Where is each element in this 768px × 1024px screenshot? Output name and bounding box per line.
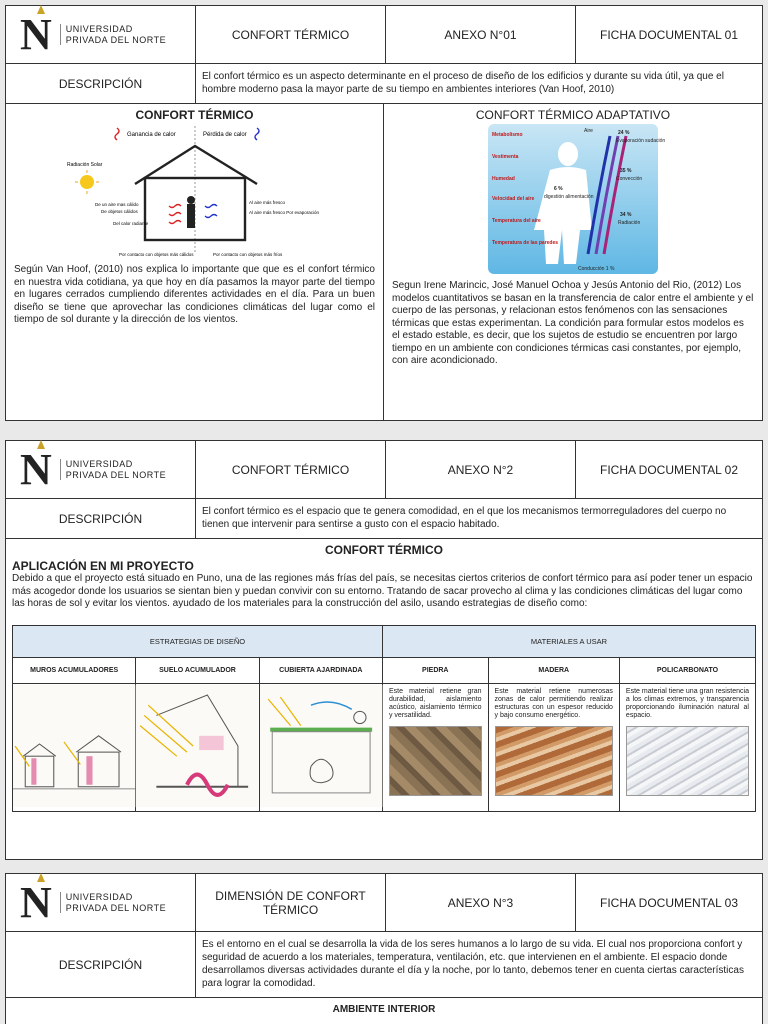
strategy-walls: MUROS ACUMULADORES [13,657,136,683]
adaptive-metabolism: Metabolismo [492,132,523,138]
description-label: DESCRIPCIÓN [6,64,196,103]
right-column [384,104,762,420]
label-evaporation: Al aire más fresco Por evaporación [248,210,319,215]
right-title: CONFORT TÉRMICO ADAPTATIVO [475,108,671,122]
sheet-header [6,6,762,64]
adaptive-air-temp: Temperatura del aire [492,218,541,224]
ficha-number: FICHA DOCUMENTAL 01 [599,27,739,42]
sheet-title: DIMENSIÓN DE CONFORT TÉRMICO [196,874,386,931]
logo-mark: N [20,444,52,494]
house-heat-diagram [65,124,325,264]
university-logo [6,441,196,498]
material-stone [382,683,488,811]
material-polycarbonate [619,683,755,811]
label-cool-air: Al aire más fresco [248,200,285,205]
ficha-documental-01 [5,5,763,421]
university-name-line2: PRIVADA DEL NORTE [65,34,167,45]
strategy-floor: SUELO ACUMULADOR [136,657,259,683]
adaptive-p6: 6 % [554,186,563,192]
label-warm-air: De un aire mas cálido [94,202,139,207]
description-text: El confort térmico es el espacio que te genera comodidad, en el que los mecanismos termorreguladores del cuerpo no tienen que intervenir para sentirse a gusto con el espacio habitado. [202,506,727,530]
section-title: AMBIENTE INTERIOR [332,1004,436,1015]
adaptive-p24: 24 % [618,130,630,136]
sketch-floor [136,683,259,811]
sun-icon [80,175,94,189]
adaptive-convection: Convección [616,176,643,182]
logo-mark: N [20,877,52,927]
material-polycarbonate-image [626,726,749,796]
sketch-walls [13,683,136,811]
label-radiant: Del calor radiante [112,221,148,226]
ficha-number: FICHA DOCUMENTAL 03 [599,895,739,910]
description-row [6,64,762,104]
university-logo [6,6,196,63]
application-section [6,539,762,816]
sheet-header [6,441,762,499]
adaptive-air: Aire [584,128,593,134]
sheet-title: CONFORT TÉRMICO [196,441,386,498]
strategies-header: ESTRATEGIAS DE DISEÑO [13,625,383,657]
university-name-line2: PRIVADA DEL NORTE [65,902,167,913]
adaptive-p35: 35 % [620,168,632,174]
adaptive-radiation: Radiación [618,220,641,226]
material-wood [488,683,619,811]
left-body: Según Van Hoof, (2010) nos explica lo importante que que es el confort térmico en nuestra vida cotidiana, ya que hoy en día pasamos la mayor parte del tiempo en lugares cerrados cumpliendo diferentes actividades en el día. Para un buen diseño se tiene que aprovechar las condiciones climáticas del lugar como el tiempo de sol durante y la dirección de los vientos. [14,264,375,325]
anexo-number: ANEXO N°01 [386,6,576,63]
description-text: Es el entorno en el cual se desarrolla la vida de los seres humanos a lo largo de su vida. El cual nos proporciona confort y seguridad de acuerdo a los materiales, temperatura, ventilación, etc. que intervienen en el ambiente. El espacio donde desarrollamos diversas actividades durante el día y la noche, por lo tanto, debemos tener en cuenta ciertas características para lograr la comodidad. [202,939,744,989]
material-stone-name: PIEDRA [382,657,488,683]
adaptive-conduction: Conducción 1 % [578,266,615,272]
anexo-number: ANEXO N°3 [386,874,576,931]
material-wood-name: MADERA [488,657,619,683]
label-warm-objects: De objetos cálidos [100,209,138,214]
description-label: DESCRIPCIÓN [6,499,196,538]
description-row [6,499,762,539]
material-polycarbonate-name: POLICARBONATO [619,657,755,683]
ficha-documental-03 [5,873,763,1024]
label-loss: Pérdida de calor [202,132,247,138]
university-name-line1: UNIVERSIDAD [65,24,133,35]
adaptive-p34: 34 % [620,212,632,218]
label-contact-warm: Por contacto con objetos más cálidos [118,252,194,257]
label-solar: Radiación Solar [66,162,102,168]
adaptive-clothing: Vestimenta [492,154,519,160]
content-columns [6,104,762,420]
university-name-line2: PRIVADA DEL NORTE [65,469,167,480]
person-icon [187,204,195,228]
strategies-table [12,625,756,812]
left-column [6,104,384,420]
label-gain: Ganancia de calor [126,132,176,138]
logo-mark: N [20,9,52,59]
description-row [6,932,762,998]
material-wood-image [495,726,613,796]
sketch-roof [259,683,382,811]
adaptive-wall-temp: Temperatura de las paredes [492,240,559,246]
anexo-number: ANEXO N°2 [386,441,576,498]
adaptive-humidity: Humedad [492,176,515,182]
university-name-line1: UNIVERSIDAD [65,459,133,470]
adaptive-comfort-diagram [488,124,666,274]
strategy-roof: CUBIERTA AJARDINADA [259,657,382,683]
materials-header: MATERIALES A USAR [382,625,755,657]
application-title: APLICACIÓN EN MI PROYECTO [12,559,194,573]
university-logo [6,874,196,931]
application-body: Debido a que el proyecto está situado en Puno, una de las regiones más frías del país, se necesitas ciertos criterios de confort térmico para así poder tener un espacio más acogedor donde los usuarios se sientan bien y puedan convivir con su entorno. Tratando de sacar provecho al clima y las condiciones climáticas del lugar como las horas de sol y evitar los vientos. ayudado de los materiales para la construcción del asilo, usando estrategias de diseño como: [12,573,753,609]
sheet-header [6,874,762,932]
right-body: Segun Irene Marincic, José Manuel Ochoa y Jesús Antonio del Rio, (2012) Los modelos cuantitativos se basan en la transferencia de calor entre el ambiente y el cuerpo de las personas, y relacionan estos fenómenos con las sensaciones térmicas que estas experimentan. La condición para formular estos modelos es el estado estable, es decir, que los sujetos de estudio se encuentren por largo tiempo en un ambiente con condiciones térmicas casi constantes, por ejemplo, con aire acondicionado. [392,280,754,366]
adaptive-evaporation: Evaporación sudación [616,138,666,144]
center-title: CONFORT TÉRMICO [325,543,443,557]
ficha-documental-02 [5,440,763,860]
description-label: DESCRIPCIÓN [6,932,196,997]
material-wood-text: Este material retiene numerosas zonas de calor permitiendo realizar estructuras con un espesor reducido y bajo consumo energético. [494,687,613,719]
ficha-number: FICHA DOCUMENTAL 02 [599,462,739,477]
material-polycarbonate-text: Este material tiene una gran resistencia a los climas extremos, y transparencia proporcionando iluminación natural al espacio. [625,687,749,719]
left-title: CONFORT TÉRMICO [135,108,254,122]
adaptive-air-speed: Velocidad del aire [492,196,535,202]
description-text: El confort térmico es un aspecto determinante en el proceso de diseño de los edificios y durante su vida útil, ya que el hombre moderno pasa la mayor parte de su tiempo en ambientes interiores (Van Hoof, 2010) [202,71,724,95]
adaptive-digestion: digestión alimentación [544,194,594,200]
material-stone-text: Este material retiene gran durabilidad, aislamiento acústico, aislamiento térmico y versatilidad. [388,687,482,719]
material-stone-image [389,726,482,796]
sheet-title: CONFORT TÉRMICO [196,6,386,63]
university-name-line1: UNIVERSIDAD [65,892,133,903]
label-contact-cold: Por contacto con objetos más fríos [212,252,282,257]
